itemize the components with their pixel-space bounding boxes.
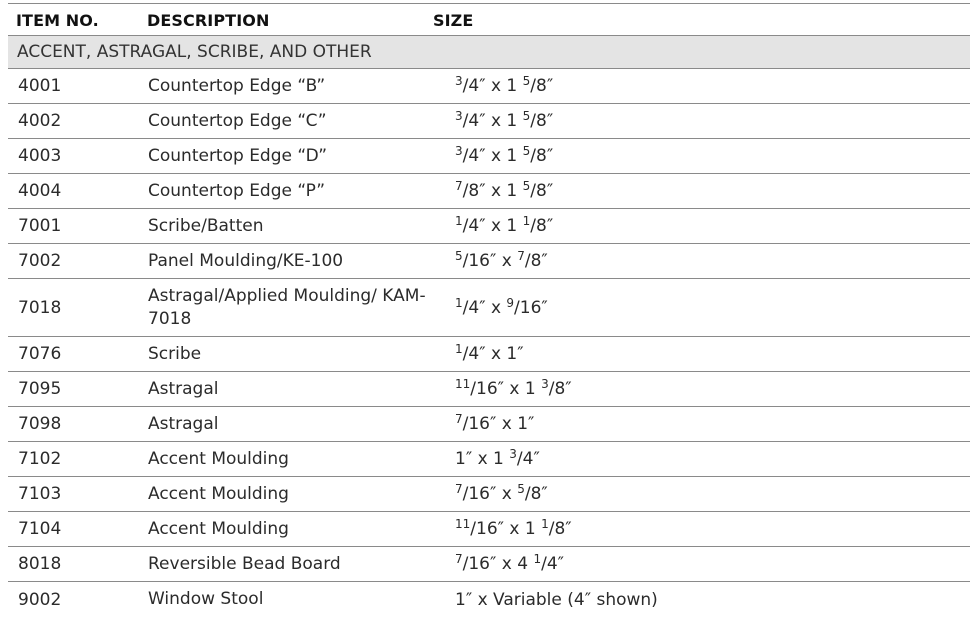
product-table [8, 3, 970, 617]
column-header-description: DESCRIPTION [147, 11, 270, 30]
size-cell: $^{11}$/16″ x 1 $^1$/8″ [455, 517, 572, 539]
item-number-cell: 7095 [18, 379, 62, 399]
description-cell: Countertop Edge “C” [148, 110, 327, 131]
table-row [8, 442, 970, 477]
table-row [8, 139, 970, 174]
table-row [8, 582, 970, 617]
size-cell: $^5$/16″ x $^7$/8″ [455, 249, 548, 271]
section-heading: ACCENT, ASTRAGAL, SCRIBE, AND OTHER [8, 35, 970, 69]
table-row [8, 174, 970, 209]
table-row [8, 477, 970, 512]
item-number-cell: 7102 [18, 449, 62, 469]
item-number-cell: 7018 [18, 297, 62, 318]
item-number-cell: 7098 [18, 414, 62, 434]
description-cell: Panel Moulding/KE-100 [148, 250, 344, 271]
size-cell: $^1$/4″ x 1 $^1$/8″ [455, 214, 554, 236]
size-cell: $^7$/16″ x $^5$/8″ [455, 482, 548, 504]
size-cell: $^7$/8″ x 1 $^5$/8″ [455, 179, 554, 201]
table-row [8, 407, 970, 442]
size-cell: $^1$/4″ x $^9$/16″ [455, 295, 548, 318]
item-number-cell: 7002 [18, 251, 62, 271]
description-cell: Reversible Bead Board [148, 553, 341, 574]
column-header-size: SIZE [433, 11, 474, 30]
item-number-cell: 4004 [18, 181, 62, 201]
item-number-cell: 4001 [18, 76, 62, 96]
size-cell: $^3$/4″ x 1 $^5$/8″ [455, 144, 554, 166]
size-cell: $^3$/4″ x 1 $^5$/8″ [455, 109, 554, 131]
item-number-cell: 7103 [18, 484, 62, 504]
table-row [8, 69, 970, 104]
size-cell: $^7$/16″ x 4 $^1$/4″ [455, 552, 564, 574]
table-row [8, 512, 970, 547]
table-row [8, 209, 970, 244]
description-cell: Countertop Edge “B” [148, 75, 326, 96]
table-body [8, 69, 970, 617]
description-cell: Scribe [148, 343, 202, 364]
size-cell: $^{11}$/16″ x 1 $^3$/8″ [455, 377, 572, 399]
item-number-cell: 8018 [18, 554, 62, 574]
table-header [8, 4, 970, 35]
column-header-item-no: ITEM NO. [16, 11, 99, 30]
table-row [8, 547, 970, 582]
description-cell: Countertop Edge “P” [148, 180, 326, 201]
item-number-cell: 4003 [18, 146, 62, 166]
size-cell: $^3$/4″ x 1 $^5$/8″ [455, 74, 554, 96]
table-row [8, 372, 970, 407]
item-number-cell: 9002 [18, 589, 62, 610]
table-row [8, 337, 970, 372]
item-number-cell: 7104 [18, 519, 62, 539]
item-number-cell: 7001 [18, 216, 62, 236]
table-row [8, 279, 970, 337]
size-cell: 1″ x Variable (4″ shown) [455, 589, 658, 610]
item-number-cell: 4002 [18, 111, 62, 131]
size-cell: $^7$/16″ x 1″ [455, 412, 535, 434]
table-row [8, 244, 970, 279]
description-cell: Astragal/Applied Moulding/ KAM-7018 [148, 285, 426, 329]
size-cell: $^1$/4″ x 1″ [455, 342, 524, 364]
description-cell: Accent Moulding [148, 518, 289, 539]
table-row [8, 104, 970, 139]
size-cell: 1″ x 1 $^3$/4″ [455, 447, 540, 469]
description-cell: Astragal [148, 413, 219, 434]
description-cell: Scribe/Batten [148, 215, 264, 236]
item-number-cell: 7076 [18, 344, 62, 364]
description-cell: Astragal [148, 378, 219, 399]
description-cell: Countertop Edge “D” [148, 145, 328, 166]
description-cell: Accent Moulding [148, 483, 289, 504]
description-cell: Accent Moulding [148, 448, 289, 469]
description-cell: Window Stool [148, 589, 264, 609]
